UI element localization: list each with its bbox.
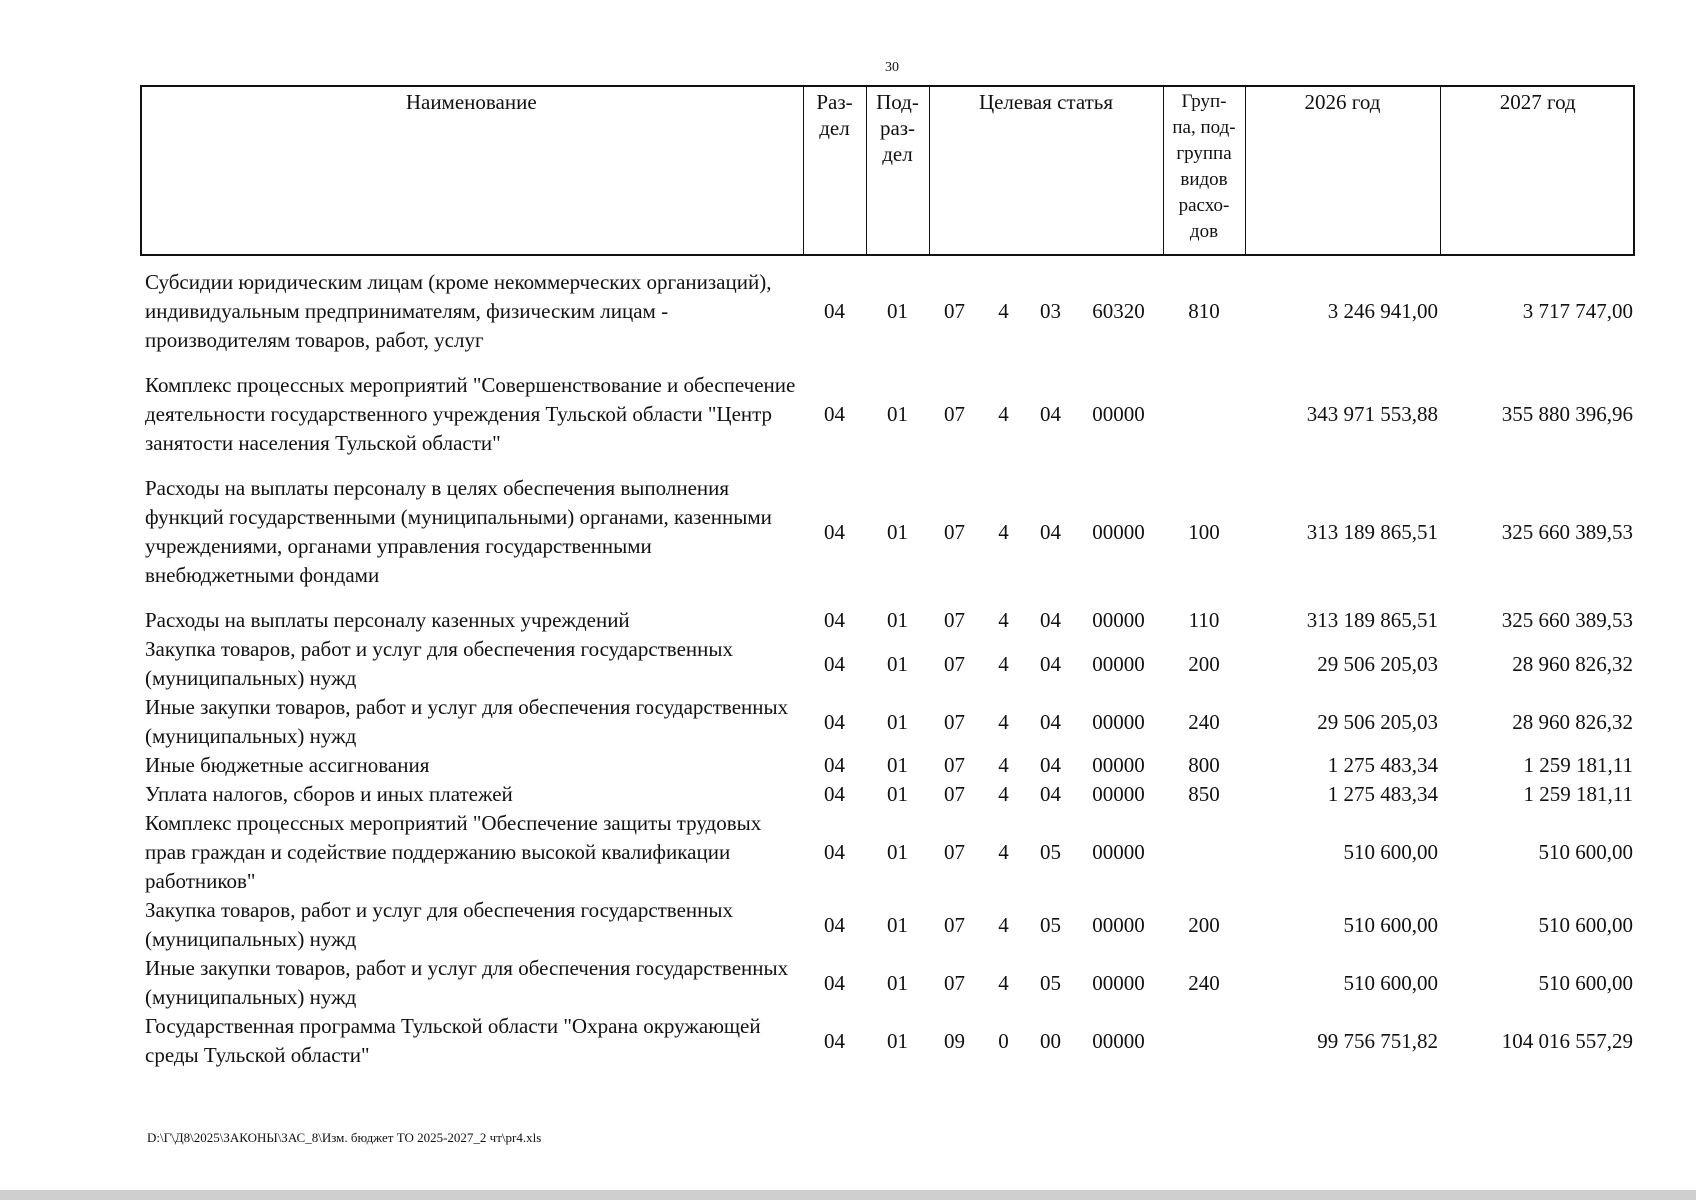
table-row [140, 635, 1635, 693]
row-celevaya-direction: 00000 [1092, 608, 1145, 632]
row-celevaya-direction: 00000 [1092, 782, 1145, 806]
row-podrazdel: 01 [887, 1028, 908, 1053]
row-celevaya-type: 4 [998, 753, 1009, 777]
scan-bottom-edge [0, 1190, 1696, 1200]
row-amount-2026: 510 600,00 [1343, 840, 1438, 864]
row-name: Иные бюджетные ассигнования [145, 753, 430, 777]
table-row [140, 606, 1635, 635]
row-razdel: 04 [824, 608, 845, 632]
row-amount-2027: 325 660 389,53 [1501, 608, 1633, 632]
row-amount-2027: 325 660 389,53 [1501, 519, 1633, 544]
row-name: Закупка товаров, работ и услуг для обеспечения государственных (муниципальных) нужд [145, 637, 734, 690]
row-podrazdel: 01 [887, 519, 908, 544]
row-podrazdel: 01 [887, 782, 908, 806]
row-celevaya-structural: 05 [1040, 912, 1061, 937]
row-celevaya-direction: 00000 [1092, 1028, 1145, 1053]
row-celevaya-program: 07 [944, 651, 965, 676]
row-vid-rashodov: 110 [1188, 608, 1220, 632]
row-vid-rashodov [1163, 809, 1245, 896]
row-amount-2026: 343 971 553,88 [1306, 402, 1438, 426]
row-podrazdel: 01 [887, 709, 908, 734]
header-celevaya-statya: Целевая статья [929, 85, 1163, 256]
row-celevaya-direction: 00000 [1092, 651, 1145, 676]
row-celevaya-structural: 05 [1040, 970, 1061, 995]
row-razdel: 04 [824, 970, 845, 995]
header-name: Наименование [405, 90, 537, 114]
row-celevaya-direction: 00000 [1092, 912, 1145, 937]
row-celevaya-program: 07 [944, 402, 965, 426]
row-razdel: 04 [824, 753, 845, 777]
row-celevaya-structural: 03 [1040, 299, 1061, 323]
row-amount-2026: 1 275 483,34 [1327, 782, 1438, 806]
row-celevaya-direction: 60320 [1092, 299, 1145, 323]
row-celevaya-structural: 04 [1040, 402, 1061, 426]
row-name: Закупка товаров, работ и услуг для обеспечения государственных (муниципальных) нужд [145, 898, 734, 951]
row-name: Субсидии юридическим лицам (кроме некоммерческих организаций), индивидуальным предпринимателям, физическим лицам - производителям товаров, работ, услуг [145, 270, 772, 352]
table-row [140, 954, 1635, 1012]
row-celevaya-program: 07 [944, 782, 965, 806]
row-celevaya-program: 07 [944, 608, 965, 632]
row-amount-2027: 28 960 826,32 [1512, 651, 1633, 676]
table-row [140, 474, 1635, 606]
row-celevaya-type: 4 [998, 519, 1009, 544]
row-vid-rashodov: 200 [1188, 912, 1220, 937]
row-celevaya-program: 07 [944, 840, 965, 864]
row-celevaya-direction: 00000 [1092, 840, 1145, 864]
row-razdel: 04 [824, 651, 845, 676]
row-podrazdel: 01 [887, 753, 908, 777]
row-celevaya-program: 07 [944, 753, 965, 777]
header-razdel: Раз- дел [803, 85, 866, 256]
row-amount-2027: 3 717 747,00 [1522, 299, 1633, 323]
row-amount-2026: 510 600,00 [1343, 970, 1438, 995]
row-celevaya-type: 4 [998, 912, 1009, 937]
budget-table [140, 268, 1635, 1070]
row-celevaya-type: 4 [998, 709, 1009, 734]
row-name: Иные закупки товаров, работ и услуг для обеспечения государственных (муниципальных) нужд [145, 695, 789, 748]
row-celevaya-type: 4 [998, 970, 1009, 995]
row-celevaya-program: 09 [944, 1028, 965, 1053]
row-amount-2026: 29 506 205,03 [1317, 651, 1438, 676]
row-vid-rashodov: 240 [1188, 709, 1220, 734]
row-name: Уплата налогов, сборов и иных платежей [145, 782, 513, 806]
footer-file-path: D:\Г\Д8\2025\ЗАКОНЫ\ЗАС_8\Изм. бюджет ТО 2025-2027_2 чт\pr4.xls [147, 1130, 542, 1145]
row-amount-2027: 104 016 557,29 [1501, 1028, 1633, 1053]
row-celevaya-structural: 04 [1040, 651, 1061, 676]
row-celevaya-structural: 00 [1040, 1028, 1061, 1053]
row-vid-rashodov: 240 [1188, 970, 1220, 995]
row-razdel: 04 [824, 1028, 845, 1053]
table-row [140, 780, 1635, 809]
table-row [140, 371, 1635, 474]
row-celevaya-program: 07 [944, 912, 965, 937]
row-razdel: 04 [824, 782, 845, 806]
row-podrazdel: 01 [887, 970, 908, 995]
row-razdel: 04 [824, 402, 845, 426]
row-vid-rashodov: 810 [1188, 299, 1220, 323]
row-celevaya-type: 4 [998, 782, 1009, 806]
row-celevaya-structural: 04 [1040, 782, 1061, 806]
row-vid-rashodov [1163, 371, 1245, 474]
row-name: Расходы на выплаты персоналу в целях обеспечения выполнения функций государственными (муниципальными) органами, казенными учреждениями, органами управления государственными внебюджетными фондами [145, 476, 772, 587]
table-row [140, 751, 1635, 780]
row-celevaya-direction: 00000 [1092, 402, 1145, 426]
row-amount-2027: 1 259 181,11 [1523, 753, 1633, 777]
row-amount-2027: 510 600,00 [1538, 840, 1633, 864]
row-celevaya-type: 4 [998, 299, 1009, 323]
header-2027: 2027 год [1440, 85, 1635, 256]
row-amount-2026: 1 275 483,34 [1327, 753, 1438, 777]
row-razdel: 04 [824, 840, 845, 864]
row-celevaya-direction: 00000 [1092, 709, 1145, 734]
row-celevaya-direction: 00000 [1092, 970, 1145, 995]
row-celevaya-program: 07 [944, 299, 965, 323]
row-podrazdel: 01 [887, 299, 908, 323]
row-celevaya-structural: 04 [1040, 519, 1061, 544]
row-celevaya-program: 07 [944, 970, 965, 995]
row-amount-2026: 313 189 865,51 [1306, 519, 1438, 544]
row-amount-2027: 355 880 396,96 [1501, 402, 1633, 426]
row-podrazdel: 01 [887, 912, 908, 937]
row-amount-2026: 29 506 205,03 [1317, 709, 1438, 734]
row-celevaya-program: 07 [944, 709, 965, 734]
row-celevaya-type: 4 [998, 651, 1009, 676]
row-celevaya-direction: 00000 [1092, 519, 1145, 544]
row-vid-rashodov: 200 [1188, 651, 1220, 676]
row-podrazdel: 01 [887, 402, 908, 426]
row-razdel: 04 [824, 519, 845, 544]
header-gruppa-vidov: Груп- па, под- группа видов расхо- дов [1163, 85, 1245, 256]
row-podrazdel: 01 [887, 608, 908, 632]
header-podrazdel: Под- раз- дел [866, 85, 929, 256]
row-amount-2026: 313 189 865,51 [1306, 608, 1438, 632]
table-row [140, 693, 1635, 751]
row-amount-2027: 510 600,00 [1538, 970, 1633, 995]
row-celevaya-direction: 00000 [1092, 753, 1145, 777]
row-name: Иные закупки товаров, работ и услуг для обеспечения государственных (муниципальных) нужд [145, 956, 789, 1009]
row-amount-2027: 28 960 826,32 [1512, 709, 1633, 734]
row-celevaya-structural: 04 [1040, 709, 1061, 734]
row-celevaya-structural: 04 [1040, 608, 1061, 632]
row-razdel: 04 [824, 709, 845, 734]
row-celevaya-type: 4 [998, 608, 1009, 632]
row-amount-2027: 1 259 181,11 [1523, 782, 1633, 806]
row-name: Государственная программа Тульской области "Охрана окружающей среды Тульской области" [145, 1014, 761, 1067]
row-vid-rashodov: 850 [1188, 782, 1220, 806]
row-razdel: 04 [824, 299, 845, 323]
row-name: Комплекс процессных мероприятий "Совершенствование и обеспечение деятельности государственного учреждения Тульской области "Центр занятости населения Тульской области" [145, 373, 796, 455]
row-amount-2026: 99 756 751,82 [1317, 1028, 1438, 1053]
row-celevaya-type: 0 [998, 1028, 1009, 1053]
row-amount-2026: 3 246 941,00 [1327, 299, 1438, 323]
page-number: 30 [885, 60, 899, 75]
row-razdel: 04 [824, 912, 845, 937]
table-row [140, 268, 1635, 371]
header-2026: 2026 год [1245, 85, 1440, 256]
table-row [140, 1012, 1635, 1070]
row-celevaya-program: 07 [944, 519, 965, 544]
row-vid-rashodov: 800 [1188, 753, 1220, 777]
row-amount-2027: 510 600,00 [1538, 912, 1633, 937]
row-amount-2026: 510 600,00 [1343, 912, 1438, 937]
table-row [140, 896, 1635, 954]
row-celevaya-type: 4 [998, 402, 1009, 426]
row-celevaya-structural: 05 [1040, 840, 1061, 864]
row-podrazdel: 01 [887, 840, 908, 864]
row-vid-rashodov [1163, 1012, 1245, 1070]
row-podrazdel: 01 [887, 651, 908, 676]
table-row [140, 809, 1635, 896]
row-vid-rashodov: 100 [1188, 519, 1220, 544]
table-header [140, 85, 1635, 256]
row-celevaya-type: 4 [998, 840, 1009, 864]
row-name: Расходы на выплаты персоналу казенных учреждений [145, 608, 630, 632]
row-celevaya-structural: 04 [1040, 753, 1061, 777]
row-name: Комплекс процессных мероприятий "Обеспечение защиты трудовых прав граждан и содействие поддержанию высокой квалификации работников" [145, 811, 762, 893]
